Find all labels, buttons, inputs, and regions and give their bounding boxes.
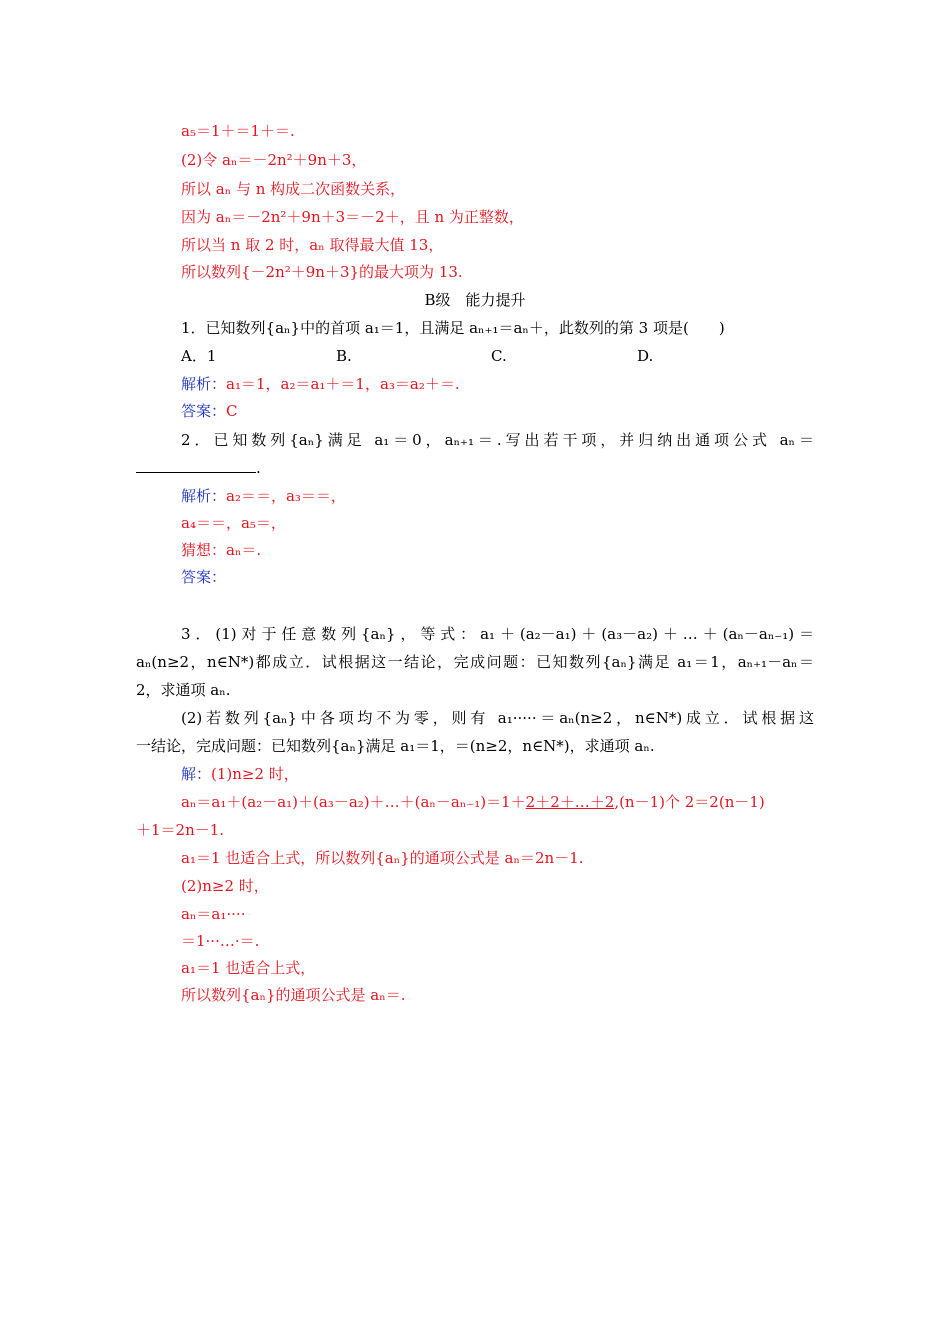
option-a: A．1 — [181, 347, 217, 365]
question-2: 2．已知数列{aₙ}满足 a₁＝0，aₙ₊₁＝.写出若干项，并归纳出通项公式 aₙ＝ — [181, 431, 814, 449]
solution-text: (1)n≥2 时， — [211, 765, 299, 783]
underbrace-text: 2＋2＋…＋2 — [525, 793, 615, 811]
guess-line: 猜想：aₙ＝. — [181, 541, 262, 559]
answer-label: 答案： — [181, 568, 227, 586]
solution-line: 所以当 n 取 2 时，aₙ 取得最大值 13， — [181, 236, 444, 254]
solution-text: ,(n－1)个 2＝2(n－1) — [614, 793, 765, 811]
option-c: C. — [491, 347, 507, 365]
analysis-label: 解析： — [181, 487, 227, 505]
solution-line: 因为 aₙ＝－2n²＋9n＋3＝－2＋，且 n 为正整数， — [181, 208, 524, 226]
solution-label: 解： — [181, 765, 212, 783]
question-1: 1．已知数列{aₙ}中的首项 a₁＝1，且满足 aₙ₊₁＝aₙ＋，此数列的第 3 项是( ) — [181, 319, 725, 337]
solution-line: 所以数列{aₙ}的通项公式是 aₙ＝. — [181, 986, 406, 1004]
analysis-text: a₁＝1，a₂＝a₁＋＝1，a₃＝a₂＋＝. — [226, 375, 460, 393]
question-3: 3．(1)对于任意数列{aₙ}，等式：a₁＋(a₂－a₁)＋(a₃－a₂)＋…＋(aₙ－aₙ₋₁)＝ — [181, 625, 814, 643]
question-3: aₙ(n≥2，n∈N*)都成立．试根据这一结论，完成问题：已知数列{aₙ}满足 a₁＝1，aₙ₊₁－aₙ＝ — [136, 653, 814, 671]
answer-label: 答案： — [181, 402, 227, 420]
solution-line: 所以数列{－2n²＋9n＋3}的最大项为 13. — [181, 263, 463, 281]
solution-line: aₙ＝a₁···· — [181, 905, 246, 923]
solution-text: aₙ＝a₁＋(a₂－a₁)＋(a₃－a₂)＋…＋(aₙ－aₙ₋₁)＝1＋ — [181, 793, 526, 811]
solution-line — [181, 792, 765, 812]
solution-line: (2)令 aₙ＝－2n²＋9n＋3， — [181, 151, 367, 169]
analysis-label: 解析： — [181, 375, 227, 393]
solution-line: ＋1＝2n－1. — [136, 821, 225, 839]
solution-line: a₅＝1＋＝1＋＝. — [181, 122, 295, 140]
solution-line: ＝1···…·＝. — [181, 932, 260, 950]
question-2-end: . — [256, 459, 261, 477]
solution-line: 所以 aₙ 与 n 构成二次函数关系， — [181, 180, 406, 198]
question-3: 一结论，完成问题：已知数列{aₙ}满足 a₁＝1，＝(n≥2，n∈N*)，求通项 aₙ. — [136, 737, 655, 755]
question-3: (2)若数列{aₙ}中各项均不为零，则有 a₁·····＝aₙ(n≥2，n∈N*)成立．试根据这 — [181, 709, 814, 727]
solution-line: a₁＝1 也适合上式，所以数列{aₙ}的通项公式是 aₙ＝2n－1. — [181, 849, 584, 867]
section-heading: B级 能力提升 — [424, 291, 526, 309]
analysis-line: a₄＝＝，a₅＝， — [181, 514, 286, 532]
answer-line — [181, 401, 238, 421]
analysis-text: a₂＝＝，a₃＝＝， — [226, 487, 346, 505]
analysis-line — [181, 486, 346, 506]
option-b: B. — [336, 347, 352, 365]
solution-line — [181, 764, 299, 784]
solution-line: a₁＝1 也适合上式， — [181, 959, 316, 977]
option-d: D. — [637, 347, 654, 365]
question-2-blank-line — [136, 458, 261, 478]
answer-text: C — [226, 402, 238, 420]
analysis-line — [181, 374, 460, 394]
question-3: 2，求通项 aₙ. — [136, 681, 231, 699]
fill-in-blank — [136, 458, 256, 473]
solution-line: (2)n≥2 时， — [181, 877, 269, 895]
